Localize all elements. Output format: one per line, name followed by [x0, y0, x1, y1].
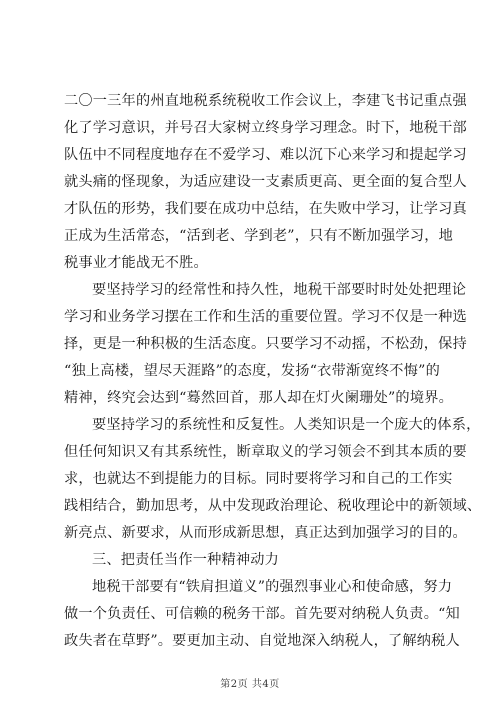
text-line: 队伍中不同程度地存在不爱学习、难以沉下心来学习和提起学习	[64, 147, 467, 163]
text-line: 就头痛的怪现象，为适应建设一支素质更高、更全面的复合型人	[64, 174, 467, 190]
text-line: 新亮点、新要求，从而形成新思想，真正达到加强学习的目的。	[64, 525, 467, 541]
paragraph-2	[64, 277, 467, 412]
text-line: 求，也就达不到提能力的目标。同时要将学习和自己的工作实	[64, 471, 453, 487]
text-line: 要坚持学习的系统性和反复性。人类知识是一个庞大的体系，	[92, 417, 481, 433]
text-line: 择，更是一种积极的生活态度。只要学习不动摇，不松劲，保持	[64, 336, 467, 352]
text-line: 政失者在草野”。要更加主动、自觉地深入纳税人，了解纳税人	[64, 633, 460, 649]
document-body	[64, 88, 482, 655]
paragraph-4	[64, 574, 460, 655]
text-line: 地税干部要有“铁肩担道义”的强烈事业心和使命感，努力	[92, 579, 453, 595]
text-line: “独上高楼，望尽天涯路”的态度，发扬“衣带渐宽终不悔”的	[64, 363, 440, 379]
text-line: 二〇一三年的州直地税系统税收工作会议上，李建飞书记重点强	[64, 93, 467, 109]
text-line: 要坚持学习的经常性和持久性，地税干部要时时处处把理论	[92, 282, 467, 298]
text-line: 正成为生活常态，“活到老、学到老”，只有不断加强学习，地	[64, 228, 453, 244]
text-line: 税事业才能战无不胜。	[64, 255, 208, 271]
section-heading: 三、把责任当作一种精神动力	[92, 552, 280, 568]
paragraph-1	[64, 88, 467, 277]
text-line: 但任何知识又有其系统性，断章取义的学习领会不到其本质的要	[64, 444, 467, 460]
text-line: 践相结合，勤加思考，从中发现政治理论、税收理论中的新领域、	[64, 498, 482, 514]
page-number-footer: 第2页 共4页	[220, 679, 280, 690]
text-line: 做一个负责任、可信赖的税务干部。首先要对纳税人负责。“知	[64, 606, 460, 622]
text-line: 才队伍的形势，我们要在成功中总结，在失败中学习，让学习真	[64, 201, 467, 217]
paragraph-3	[64, 412, 482, 547]
text-line: 学习和业务学习摆在工作和生活的重要位置。学习不仅是一种选	[64, 309, 467, 325]
text-line: 精神，终究会达到“蓦然回首，那人却在灯火阑珊处”的境界。	[64, 390, 453, 406]
text-line: 化了学习意识，并号召大家树立终身学习理念。时下，地税干部	[64, 120, 467, 136]
